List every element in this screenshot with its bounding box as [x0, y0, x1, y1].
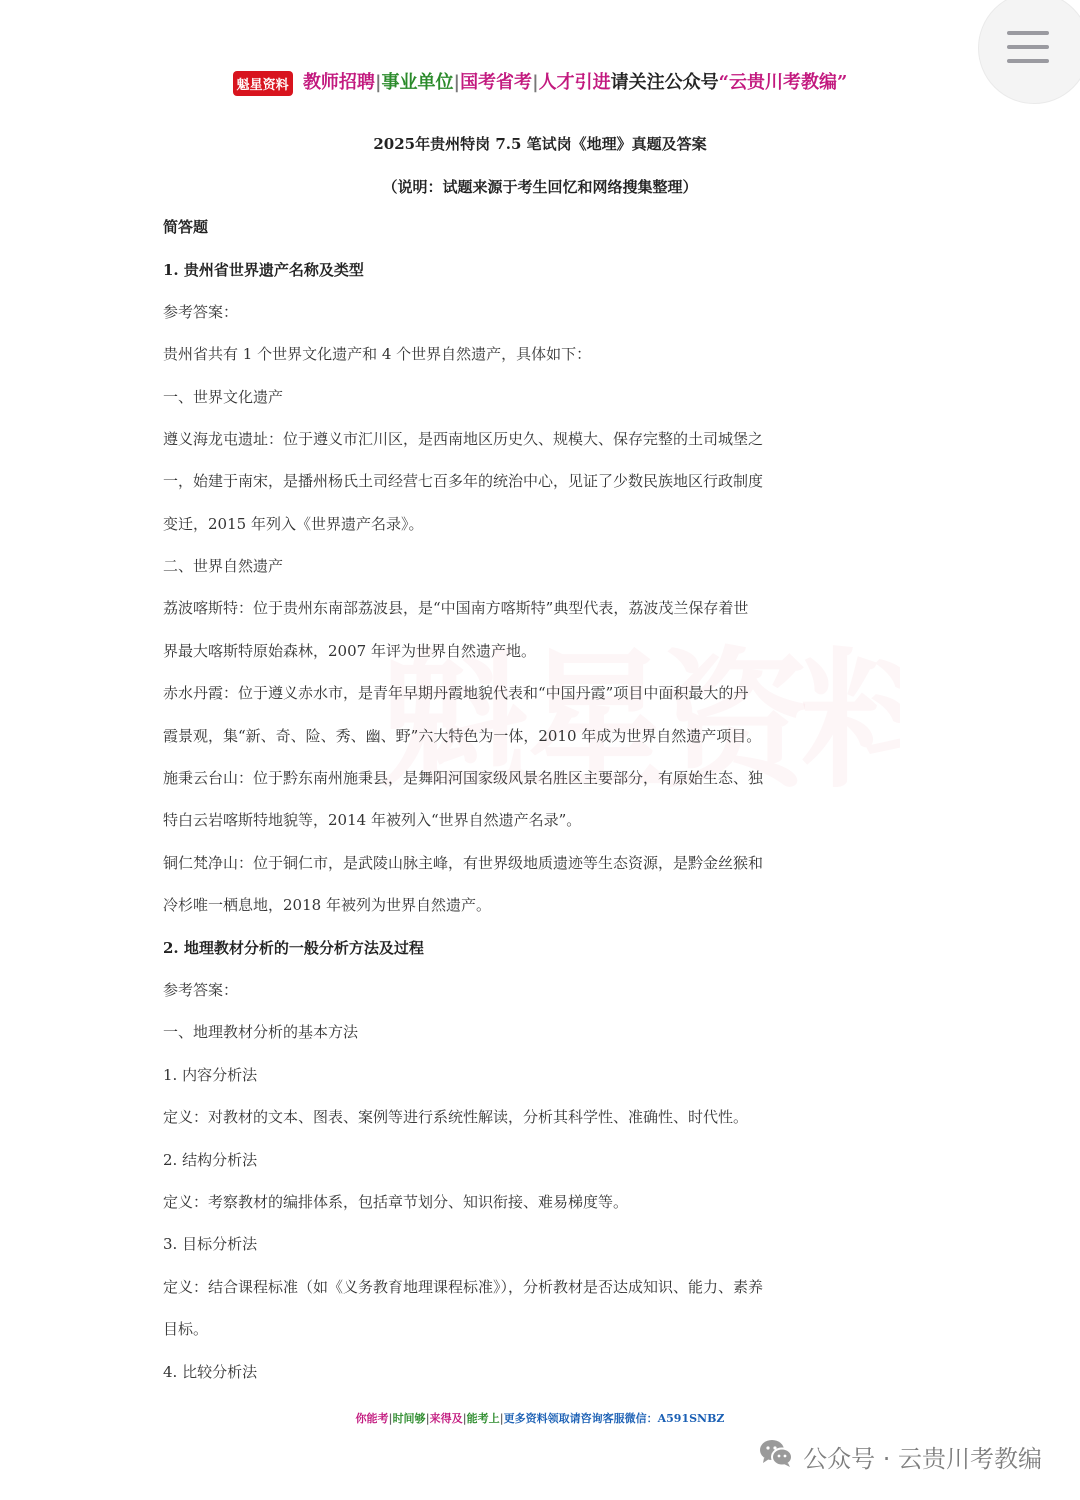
paragraph-line: 铜仁梵净山：位于铜仁市，是武陵山脉主峰，有世界级地质遗迹等生态资源，是黔金丝猴和 [163, 854, 764, 872]
paragraph-line: 一，始建于南宋，是播州杨氏土司经营七百多年的统治中心，见证了少数民族地区行政制度 [163, 472, 764, 490]
footer-separator: | [425, 1412, 430, 1425]
menu-icon-bar-3 [1007, 59, 1049, 63]
method-heading: 3. 目标分析法 [163, 1235, 258, 1253]
header-account-name: “云贵川考教编” [718, 72, 848, 93]
footer-separator: | [499, 1412, 504, 1425]
paragraph-line: 荔波喀斯特：位于贵州东南部荔波县，是“中国南方喀斯特”典型代表，荔波茂兰保存着世 [163, 599, 749, 617]
brand-text: 公众号 · 云贵川考教编 [803, 1444, 1042, 1473]
paragraph-line: 贵州省共有 1 个世界文化遗产和 4 个世界自然遗产，具体如下： [163, 345, 592, 363]
header-separator: | [453, 72, 461, 93]
paragraph-line: 赤水丹霞：位于遵义赤水市，是青年早期丹霞地貌代表和“中国丹霞”项目中面积最大的丹 [163, 684, 749, 702]
footer-part: 你能考 [355, 1412, 389, 1425]
menu-icon-bar-2 [1007, 45, 1049, 49]
paragraph-line: 霞景观，集“新、奇、险、秀、幽、野”六大特色为一体，2010 年成为世界自然遗产项目。 [163, 727, 762, 745]
paragraph-line: 遵义海龙屯遗址：位于遵义市汇川区，是西南地区历史久、规模大、保存完整的土司城堡之 [163, 430, 764, 448]
paragraph-line: 定义：对教材的文本、图表、案例等进行系统性解读，分析其科学性、准确性、时代性。 [163, 1108, 749, 1126]
header-item-institution: 事业单位 [381, 72, 454, 93]
header-separator: | [532, 72, 539, 93]
header-separator: | [374, 72, 382, 93]
footer-part: 来得及 [429, 1412, 463, 1425]
question-2-title: 2. 地理教材分析的一般分析方法及过程 [163, 939, 424, 957]
subheading: 一、地理教材分析的基本方法 [163, 1023, 359, 1041]
subheading: 二、世界自然遗产 [163, 557, 284, 575]
footer-part: 时间够 [392, 1412, 426, 1425]
header-item-teacher: 教师招聘 [302, 72, 375, 93]
method-heading: 1. 内容分析法 [163, 1066, 258, 1084]
footer-separator: | [462, 1412, 467, 1425]
footer-part: 能考上 [466, 1412, 500, 1425]
header-item-talent: 人才引进 [538, 72, 611, 93]
answer-label: 参考答案： [163, 981, 239, 999]
paragraph-line: 变迁，2015 年列入《世界遗产名录》。 [163, 515, 424, 533]
footer-separator: | [388, 1412, 393, 1425]
document-title: 2025年贵州特岗 7.5 笔试岗《地理》真题及答案 [373, 135, 707, 153]
section-heading: 简答题 [163, 218, 209, 236]
paragraph-line: 冷杉唯一栖息地，2018 年被列为世界自然遗产。 [163, 896, 491, 914]
page-header [0, 68, 1080, 96]
header-follow-text: 请关注公众号 [610, 72, 719, 93]
logo: 魁星资料 [233, 71, 293, 96]
footer-slogan [0, 1410, 1080, 1426]
paragraph-line: 施秉云台山：位于黔东南州施秉县，是舞阳河国家级风景名胜区主要部分，有原始生态、独 [163, 769, 764, 787]
paragraph-line: 定义：结合课程标准（如《义务教育地理课程标准》），分析教材是否达成知识、能力、素养 [163, 1278, 764, 1296]
paragraph-line: 定义：考察教材的编排体系，包括章节划分、知识衔接、难易梯度等。 [163, 1193, 629, 1211]
header-item-civil-exam: 国考省考 [460, 72, 533, 93]
official-account-brand[interactable] [759, 1436, 1042, 1476]
method-heading: 4. 比较分析法 [163, 1363, 258, 1381]
subheading: 一、世界文化遗产 [163, 388, 284, 406]
question-1-title: 1. 贵州省世界遗产名称及类型 [163, 261, 364, 279]
paragraph-line: 特白云岩喀斯特地貌等，2014 年被列入“世界自然遗产名录”。 [163, 811, 582, 829]
paragraph-line: 界最大喀斯特原始森林，2007 年评为世界自然遗产地。 [163, 642, 536, 660]
menu-icon [1007, 31, 1049, 35]
answer-label: 参考答案： [163, 303, 239, 321]
footer-info: 更多资料领取请咨询客服微信：A591SNBZ [503, 1412, 725, 1425]
wechat-icon [759, 1438, 793, 1474]
paragraph-line: 目标。 [163, 1320, 209, 1338]
document-subtitle: （说明：试题来源于考生回忆和网络搜集整理） [382, 178, 698, 196]
method-heading: 2. 结构分析法 [163, 1151, 258, 1169]
